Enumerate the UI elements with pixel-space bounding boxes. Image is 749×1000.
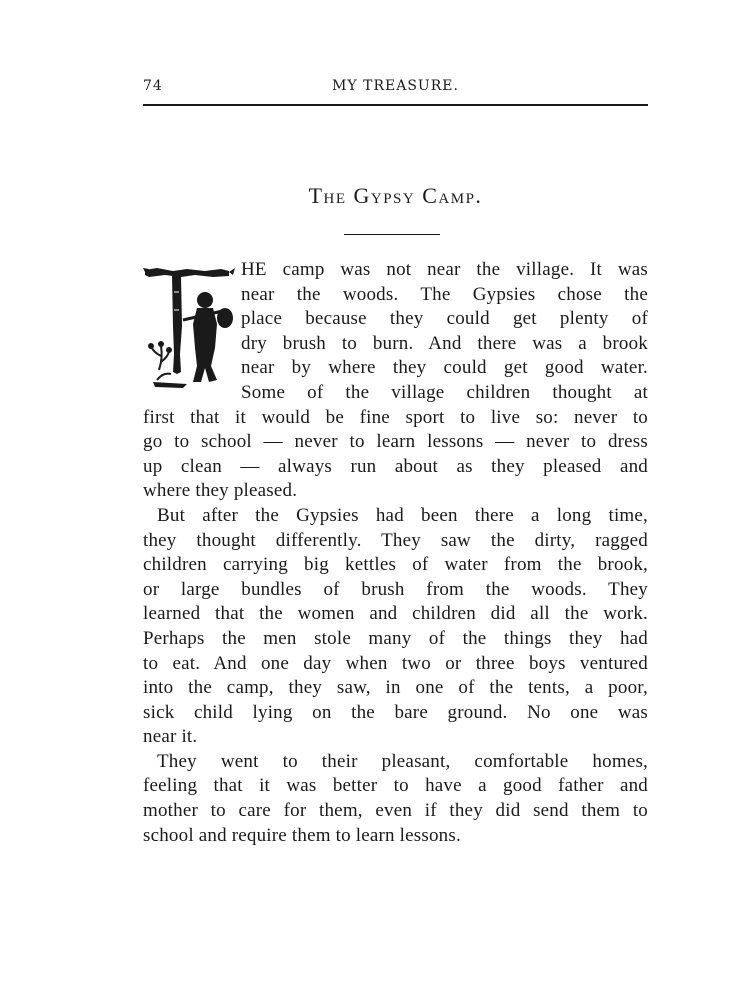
text-line: up clean — always run about as they pleased and [143, 455, 648, 477]
text-line: they thought differently. They saw the dirty, ragged [143, 529, 648, 551]
text-line: sick child lying on the bare ground. No one was [143, 701, 648, 723]
text-line: place because they could get plenty of [241, 308, 648, 330]
text-line: to eat. And one day when two or three boys ventured [143, 652, 648, 674]
chapter-title: The Gypsy Camp. [308, 183, 483, 208]
text-line: school and require them to learn lessons. [143, 824, 461, 846]
body-text [143, 258, 648, 848]
text-line: near the woods. The Gypsies chose the [241, 283, 648, 305]
text-line: near by where they could get good water. [241, 357, 648, 379]
text-line: HE camp was not near the village. It was [241, 259, 648, 280]
text-line: where they pleased. [143, 480, 298, 502]
text-line: mother to care for them, even if they did send them to [143, 800, 648, 822]
running-head: MY TREASURE. [332, 78, 459, 94]
text-line: Some of the village children thought at [241, 381, 648, 403]
page-number: 74 [143, 78, 163, 94]
text-line: learned that the women and children did all the work. [143, 603, 648, 625]
text-line: near it. [143, 726, 198, 748]
text-line: dry brush to burn. And there was a brook [241, 332, 648, 354]
title-rule [344, 234, 440, 235]
text-line: But after the Gypsies had been there a long time, [157, 504, 648, 526]
text-line: first that it would be fine sport to live so: never to [143, 406, 648, 428]
header-rule [143, 104, 648, 106]
text-line: They went to their pleasant, comfortable homes, [157, 750, 648, 772]
text-line: into the camp, they saw, in one of the tents, a poor, [143, 677, 648, 699]
text-line: children carrying big kettles of water from the brook, [143, 554, 648, 576]
text-line: or large bundles of brush from the woods. They [143, 578, 648, 600]
text-line: Perhaps the men stole many of the things they had [143, 627, 648, 649]
text-line: go to school — never to learn lessons — never to dress [143, 431, 648, 453]
page-header [143, 78, 648, 98]
text-line: feeling that it was better to have a good father and [143, 775, 648, 797]
